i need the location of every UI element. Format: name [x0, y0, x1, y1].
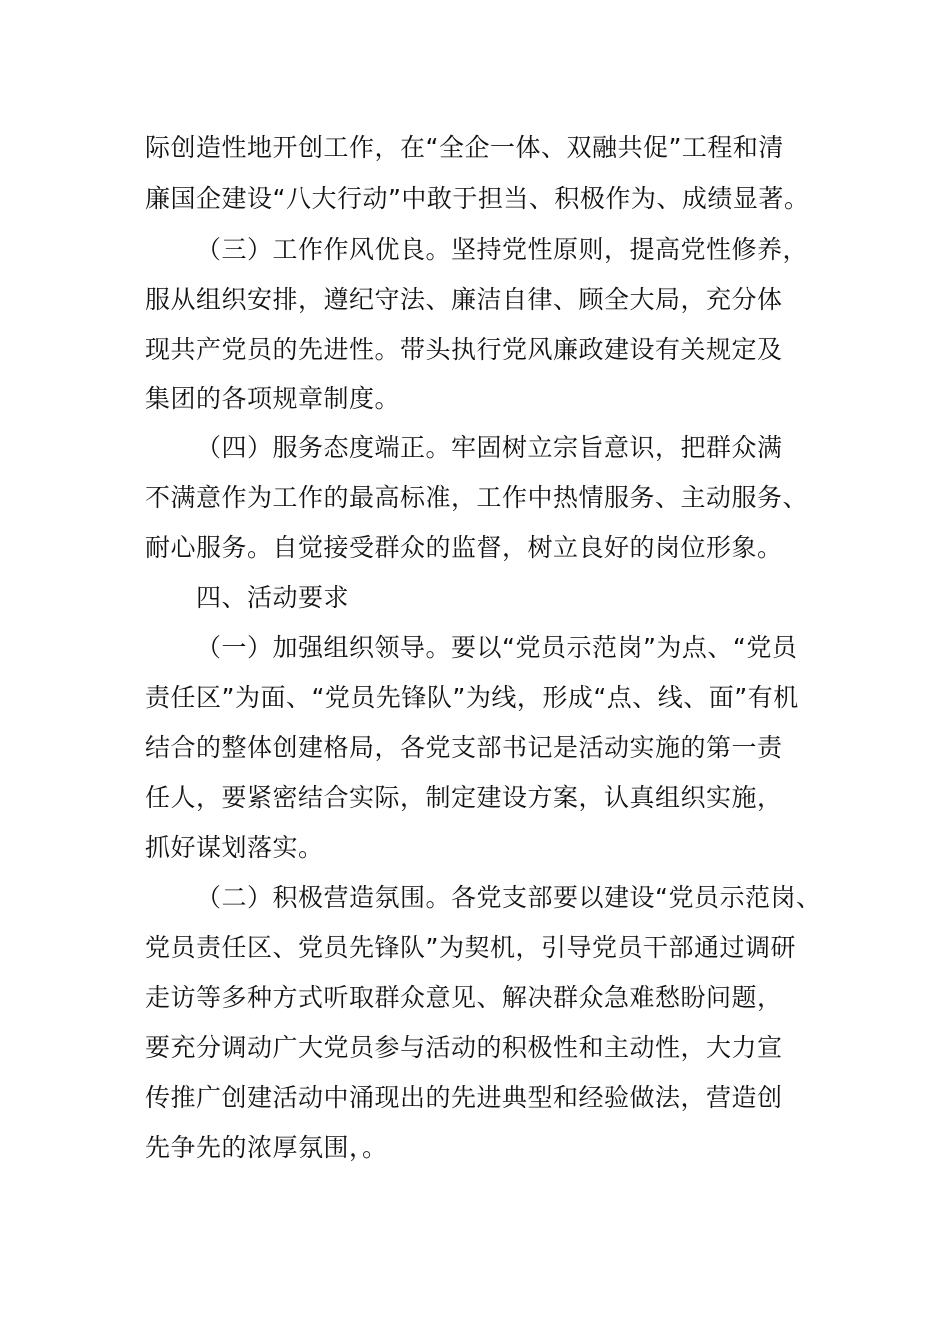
text-line: 传推广创建活动中涌现出的先进典型和经验做法，营造创: [145, 1083, 783, 1112]
section-heading-1: （一）加强组织领导。要以“党员示范岗”为点、“党员: [196, 633, 798, 662]
text-line: 不满意作为工作的最高标准，工作中热情服务、主动服务、: [145, 483, 809, 512]
text-line: 耐心服务。自觉接受群众的监督，树立良好的岗位形象。: [145, 533, 783, 562]
text-line: 先争先的浓厚氛围，。: [145, 1133, 388, 1162]
text-line: 廉国企建设“八大行动”中敢于担当、积极作为、成绩显著。: [145, 184, 810, 213]
text-line: 抓好谋划落实。: [145, 833, 324, 862]
text-line: 要充分调动广大党员参与活动的积极性和主动性，大力宣: [145, 1033, 783, 1062]
chapter-heading: 四、活动要求: [196, 583, 350, 612]
text-line: 现共产党员的先进性。带头执行党风廉政建设有关规定及: [145, 335, 783, 364]
text-line: 服从组织安排，遵纪守法、廉洁自律、顾全大局，充分体: [145, 285, 783, 314]
text-line: 责任区”为面、“党员先锋队”为线，形成“点、线、面”有机: [145, 683, 799, 712]
text-line: 走访等多种方式听取群众意见、解决群众急难愁盼问题，: [145, 983, 783, 1012]
text-line: 结合的整体创建格局，各党支部书记是活动实施的第一责: [145, 733, 783, 762]
section-heading-4: （四）服务态度端正。牢固树立宗旨意识，把群众满: [196, 433, 783, 462]
section-heading-3: （三）工作作风优良。坚持党性原则，提高党性修养，: [196, 235, 809, 264]
text-line: 际创造性地开创工作，在“全企一体、双融共促”工程和清: [145, 133, 784, 162]
section-heading-2: （二）积极营造氛围。各党支部要以建设“党员示范岗、: [196, 883, 822, 912]
text-line: 任人，要紧密结合实际，制定建设方案，认真组织实施，: [145, 783, 783, 812]
text-line: 集团的各项规章制度。: [145, 384, 401, 413]
text-line: 党员责任区、党员先锋队”为契机，引导党员干部通过调研: [145, 933, 796, 962]
